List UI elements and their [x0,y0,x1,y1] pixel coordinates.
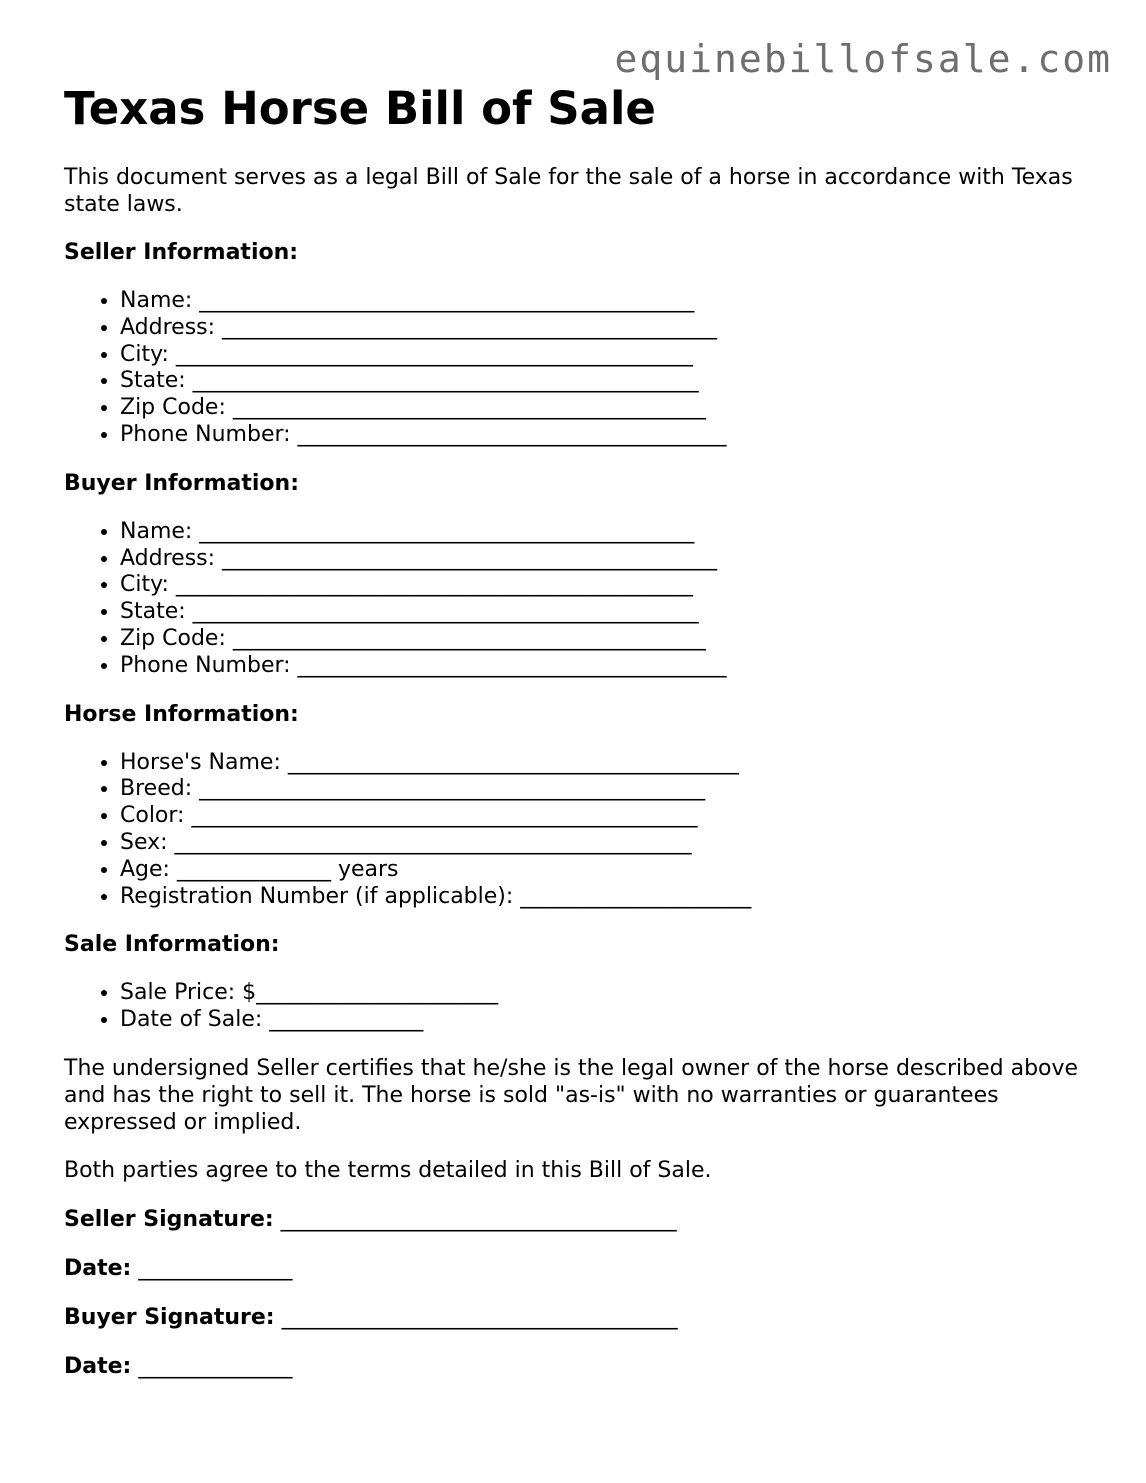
seller-signature-blank[interactable]: ____________________________________ [273,1206,677,1232]
document-title: Texas Horse Bill of Sale [64,82,656,135]
seller-state-field[interactable]: • State: ______________________________________________ [120,368,1094,395]
horse-name-field[interactable]: • Horse's Name: _________________________________________ [120,750,1094,777]
buyer-date-label: Date: [64,1353,132,1379]
agreement-paragraph: Both parties agree to the terms detailed in this Bill of Sale. [64,1157,712,1183]
seller-signature-line[interactable] [64,1206,1094,1233]
buyer-state-field[interactable]: • State: ______________________________________________ [120,599,1094,626]
buyer-date-blank[interactable]: ______________ [131,1353,293,1379]
buyer-signature-label: Buyer Signature: [64,1304,275,1330]
horse-registration-field[interactable]: • Registration Number (if applicable): _____________________ [120,884,1094,911]
seller-signature-label: Seller Signature: [64,1206,274,1232]
site-watermark: equinebillofsale.com [614,37,1112,81]
seller-fields-list [64,288,1094,449]
seller-zip-field[interactable]: • Zip Code: ___________________________________________ [120,395,1094,422]
certification-paragraph: The undersigned Seller certifies that he/she is the legal owner of the horse described above and has the right to sell it. The horse is sold "as-is" with no warranties or guarantees expressed or implied. [64,1055,1079,1135]
seller-address-field[interactable]: • Address: _____________________________________________ [120,315,1094,342]
buyer-city-field[interactable]: • City: _______________________________________________ [120,572,1094,599]
seller-city-field[interactable]: • City: _______________________________________________ [120,342,1094,369]
buyer-name-field[interactable]: • Name: _____________________________________________ [120,519,1094,546]
seller-date-label: Date: [64,1255,132,1281]
horse-heading: Horse Information: [64,701,299,727]
sale-fields-list [64,980,1094,1034]
seller-date-blank[interactable]: ______________ [131,1255,293,1281]
seller-phone-field[interactable]: • Phone Number: _______________________________________ [120,422,1094,449]
seller-name-field[interactable]: • Name: _____________________________________________ [120,288,1094,315]
horse-color-field[interactable]: • Color: ______________________________________________ [120,803,1094,830]
buyer-heading: Buyer Information: [64,470,299,496]
horse-age-field[interactable]: • Age: ______________ years [120,857,1094,884]
buyer-signature-line[interactable] [64,1304,1094,1331]
seller-heading: Seller Information: [64,240,299,265]
buyer-date-line[interactable] [64,1353,1094,1380]
buyer-signature-blank[interactable]: ____________________________________ [274,1304,678,1330]
buyer-zip-field[interactable]: • Zip Code: ___________________________________________ [120,626,1094,653]
intro-paragraph: This document serves as a legal Bill of Sale for the sale of a horse in accordance with Texas state laws. [64,165,1073,217]
sale-date-field[interactable]: • Date of Sale: ______________ [120,1007,1094,1034]
sale-price-field[interactable]: • Sale Price: $______________________ [120,980,1094,1007]
bill-of-sale-document [64,82,1094,1380]
seller-date-line[interactable] [64,1255,1094,1282]
horse-fields-list [64,750,1094,911]
buyer-fields-list [64,519,1094,680]
horse-sex-field[interactable]: • Sex: _______________________________________________ [120,830,1094,857]
horse-breed-field[interactable]: • Breed: ______________________________________________ [120,776,1094,803]
buyer-address-field[interactable]: • Address: _____________________________________________ [120,546,1094,573]
sale-heading: Sale Information: [64,932,280,958]
buyer-phone-field[interactable]: • Phone Number: _______________________________________ [120,653,1094,680]
